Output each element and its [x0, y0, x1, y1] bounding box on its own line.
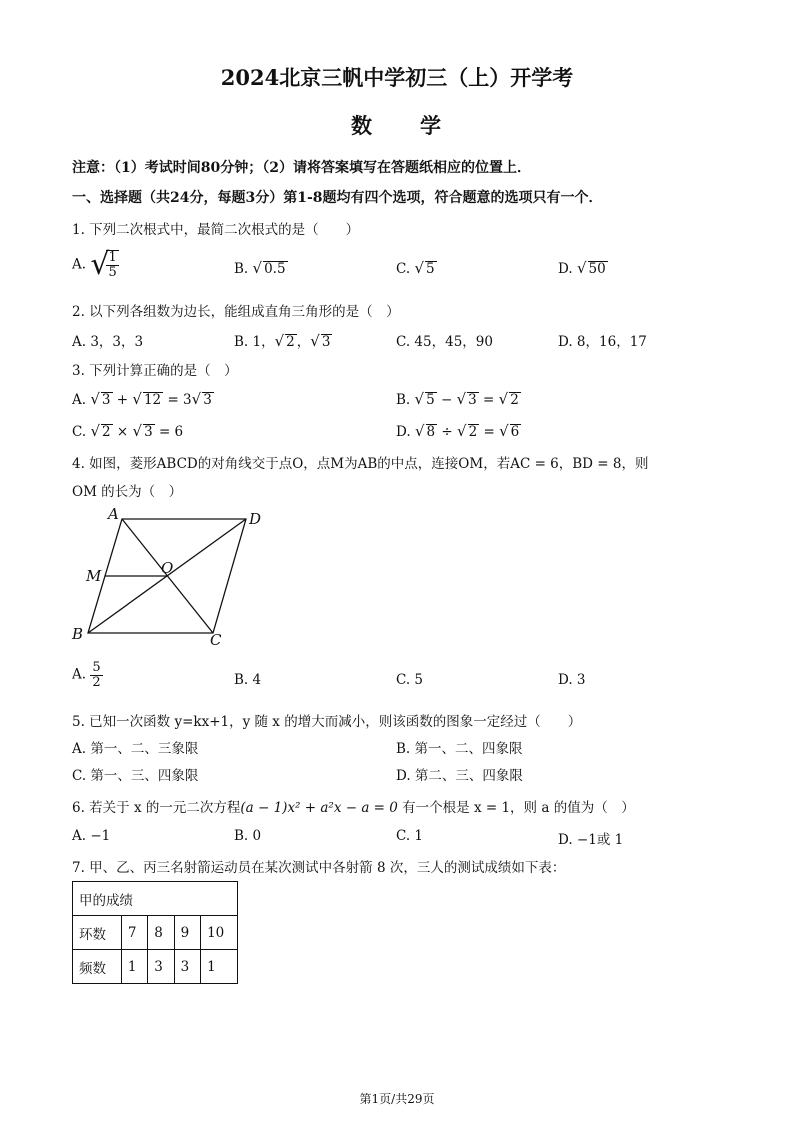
table-header-cell: 环数 [73, 916, 122, 950]
q6-equation: (a − 1)x² + a²x − a = 0 [240, 800, 398, 816]
question-1-stem: 1. 下列二次根式中，最简二次根式的是（ ） [72, 222, 360, 238]
q1-option-c[interactable]: C. √ 5 [396, 259, 435, 277]
q2-option-a[interactable]: A. 3，3，3 [72, 334, 144, 350]
label-a: A [108, 505, 119, 523]
table-row [73, 950, 238, 984]
q6-option-c[interactable]: C. 1 [396, 828, 424, 844]
label-o: O [161, 559, 174, 577]
subject-title: 数 学 [351, 113, 443, 138]
page-title: 2024北京三帆中学初三（上）开学考 [220, 65, 574, 90]
q1-option-d[interactable]: D. √ 50 [558, 259, 606, 277]
table-cell: 7 [121, 916, 147, 950]
q2-option-c[interactable]: C. 45，45，90 [396, 334, 493, 350]
q1-option-b[interactable]: B. √ 0.5 [234, 259, 286, 277]
q3-option-a[interactable]: A. √ 3 + √ 12 = 3√ 3 [72, 390, 212, 408]
notice: 注意：（1）考试时间80分钟；（2）请将答案填写在答题纸相应的位置上． [72, 160, 531, 176]
table-cell: 3 [148, 950, 174, 984]
table-title: 甲的成绩 [73, 882, 238, 916]
q4-option-b[interactable]: B. 4 [234, 672, 262, 688]
q6-option-d[interactable]: D. −1或 1 [558, 832, 624, 848]
table-cell: 1 [121, 950, 147, 984]
page-footer: 第1页/共29页 [359, 1092, 435, 1106]
table-cell: 9 [174, 916, 200, 950]
question-7-stem: 7. 甲、乙、丙三名射箭运动员在某次测试中各射箭 8 次，三人的测试成绩如下表： [72, 860, 566, 876]
question-4-stem-line2: OM 的长为（ ） [72, 484, 183, 500]
q2-option-b[interactable]: B. 1，√ 2 ，√ 3 [234, 332, 331, 350]
table-cell: 3 [174, 950, 200, 984]
table-row [73, 882, 238, 916]
q6-option-b[interactable]: B. 0 [234, 828, 262, 844]
table-cell: 8 [148, 916, 174, 950]
table-cell: 10 [201, 916, 238, 950]
q3-option-c[interactable]: C. √ 2 × √ 3 = 6 [72, 422, 184, 440]
label-c: C [210, 631, 222, 649]
question-6-stem: 6. 若关于 x 的一元二次方程(a − 1)x² + a²x − a = 0 有一个根是 x = 1，则 a 的值为（ ） [72, 800, 635, 816]
q4-option-d[interactable]: D. 3 [558, 672, 586, 688]
table-header-cell: 频数 [73, 950, 122, 984]
q5-option-d[interactable]: D. 第二、三、四象限 [396, 768, 523, 784]
q5-option-b[interactable]: B. 第一、二、四象限 [396, 741, 523, 757]
question-4-stem-line1: 4. 如图，菱形ABCD的对角线交于点O，点M为AB的中点，连接OM，若AC = 6，BD = 8，则 [72, 456, 649, 472]
q6-option-a[interactable]: A. −1 [72, 828, 111, 844]
label-m: M [86, 567, 102, 585]
question-2-stem: 2. 以下列各组数为边长，能组成直角三角形的是（ ） [72, 304, 400, 320]
rhombus-figure [60, 500, 280, 660]
q3-option-b[interactable]: B. √ 5 − √ 3 = √ 2 [396, 390, 519, 408]
question-5-stem: 5. 已知一次函数 y=kx+1，y 随 x 的增大而减小，则该函数的图象一定经过（ ） [72, 714, 582, 730]
label-b: B [72, 625, 84, 643]
q5-option-c[interactable]: C. 第一、三、四象限 [72, 768, 199, 784]
q4-option-c[interactable]: C. 5 [396, 672, 424, 688]
label-d: D [249, 510, 262, 528]
q3-option-d[interactable]: D. √ 8 ÷ √ 2 = √ 6 [396, 422, 520, 440]
section-heading: 一、选择题（共24分，每题3分）第1-8题均有四个选项，符合题意的选项只有一个． [72, 190, 603, 206]
question-3-stem: 3. 下列计算正确的是（ ） [72, 363, 238, 379]
q5-option-a[interactable]: A. 第一、二、三象限 [72, 741, 199, 757]
q2-option-d[interactable]: D. 8，16，17 [558, 334, 647, 350]
table-cell: 1 [201, 950, 238, 984]
table-row [73, 916, 238, 950]
score-table [72, 881, 238, 984]
q1-option-a[interactable]: A. √ $\frac{1}{5}$ [72, 247, 117, 282]
q4-option-a[interactable]: A. $\frac{5}{2}$ [72, 660, 101, 690]
